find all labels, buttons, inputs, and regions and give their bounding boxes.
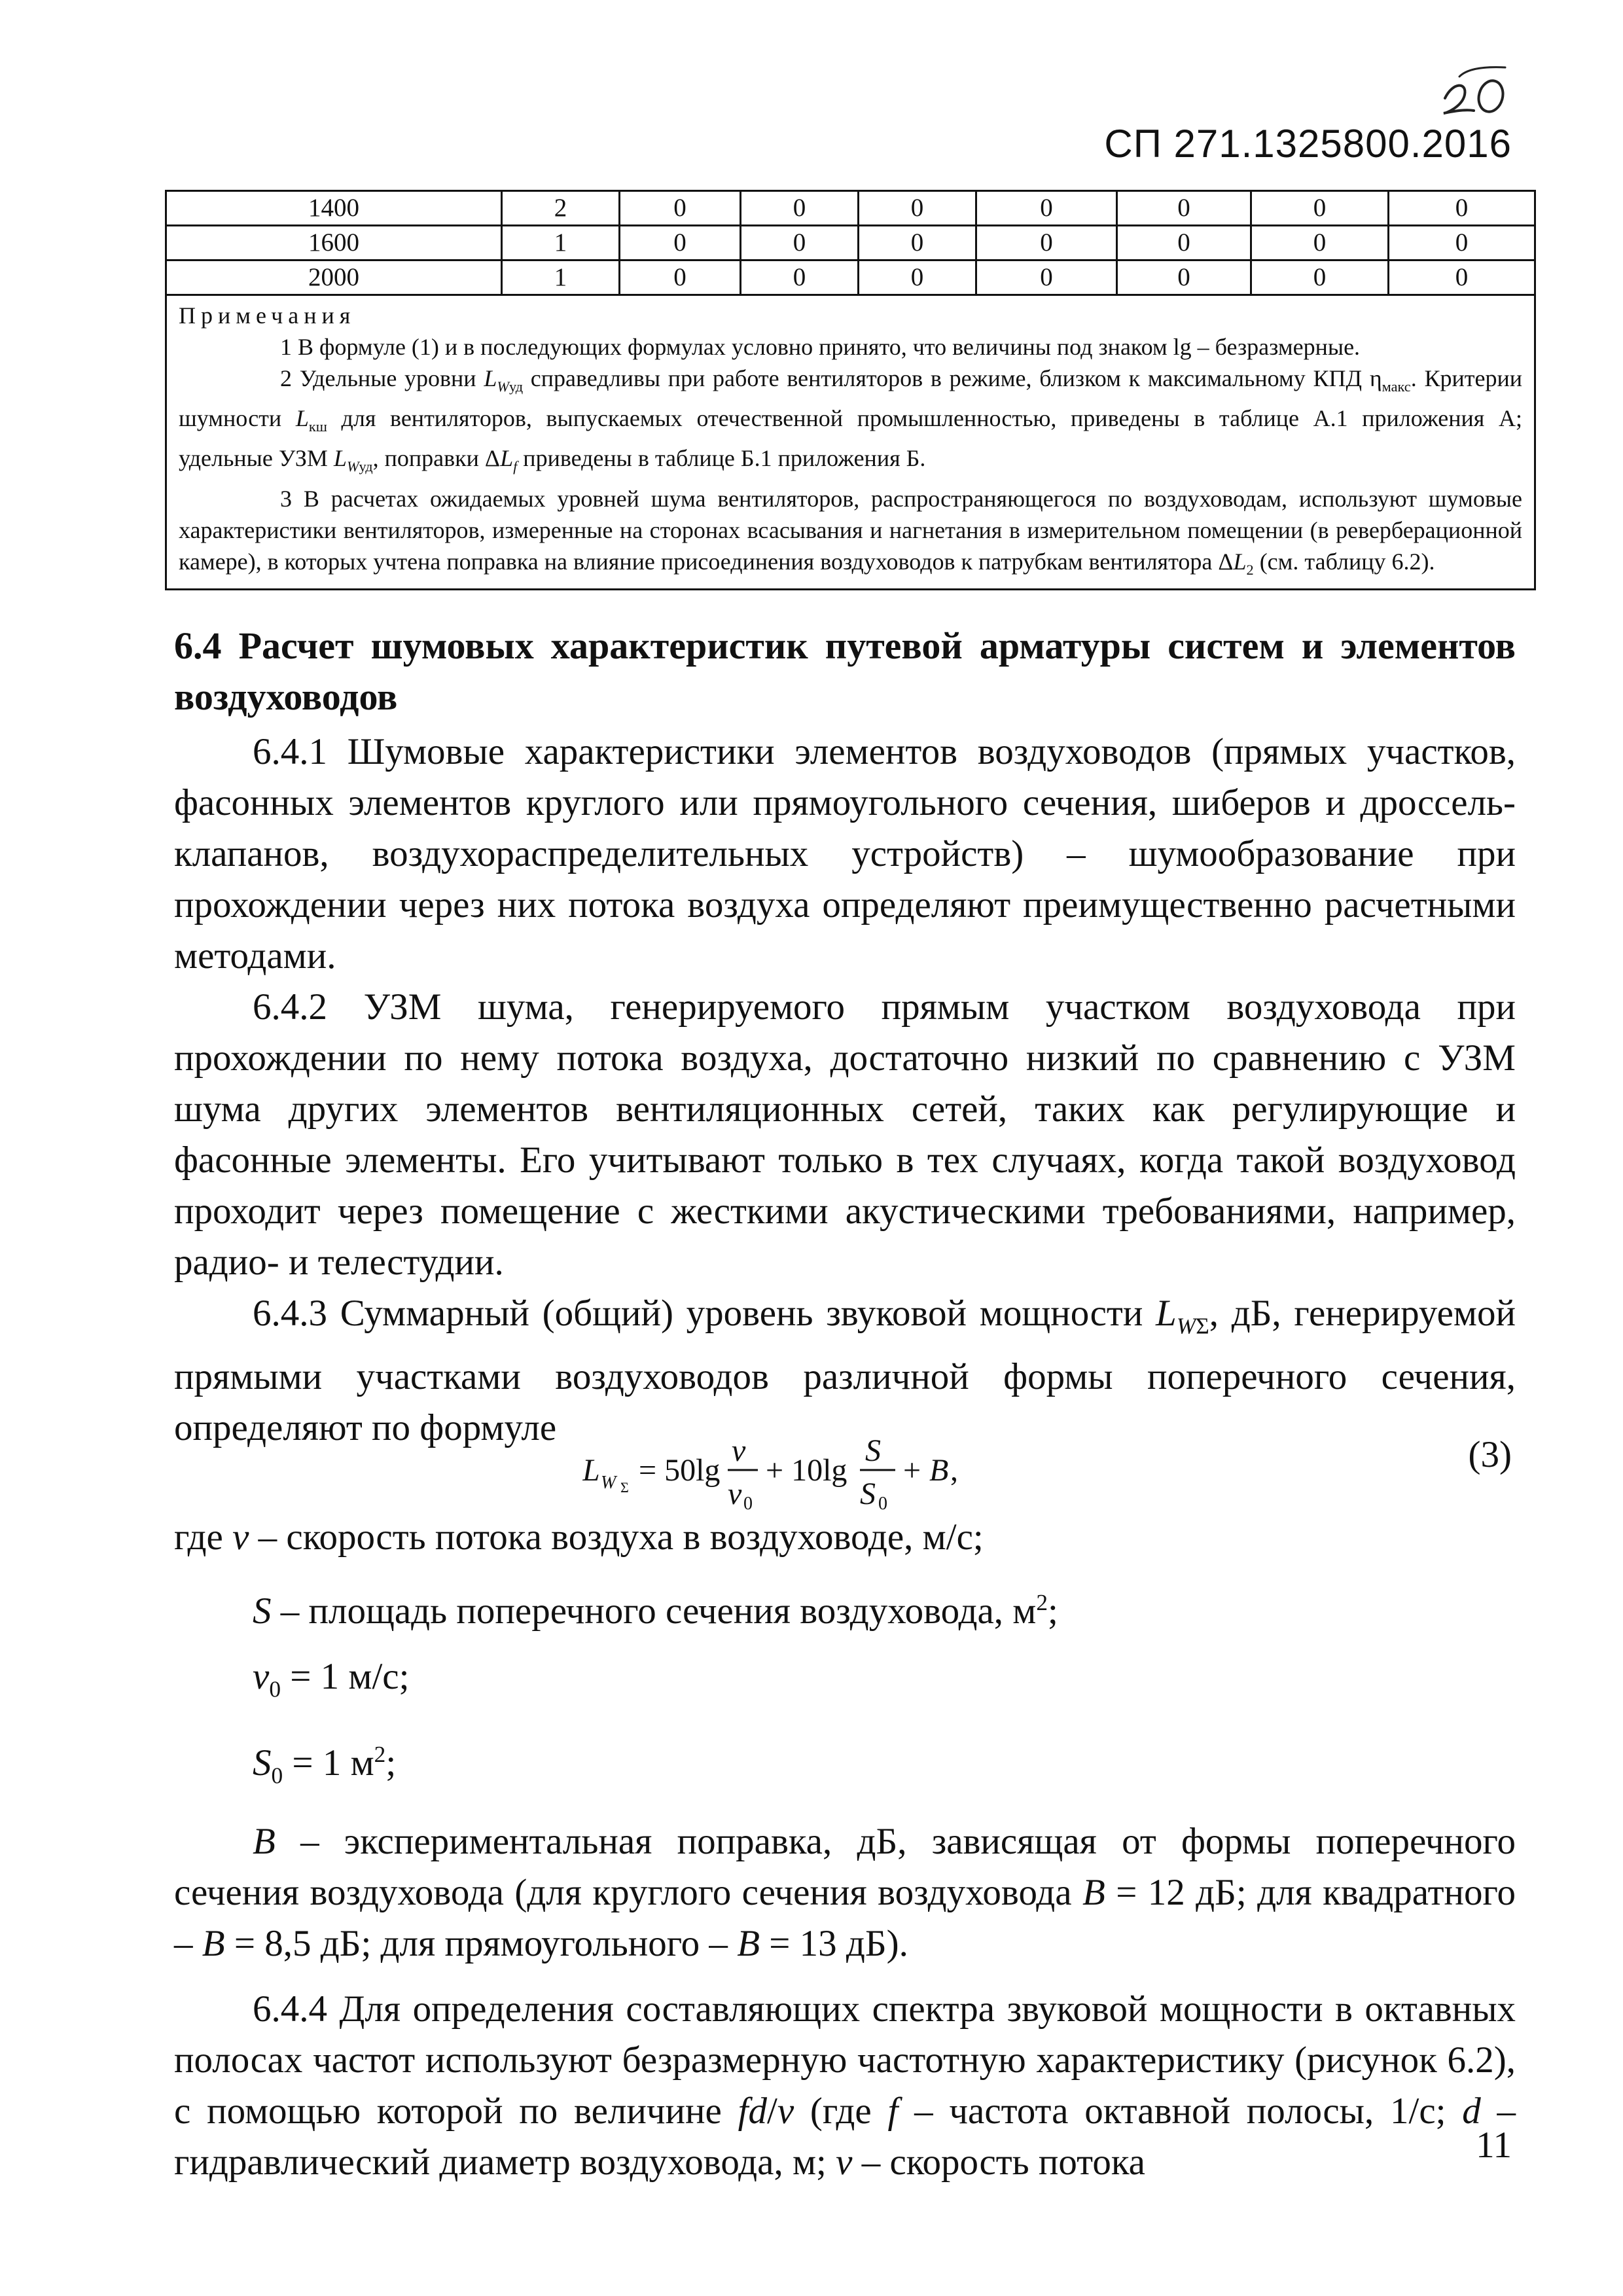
document-code: СП 271.1325800.2016	[1104, 122, 1512, 166]
value-cell: 0	[976, 260, 1117, 295]
paragraph-6-4-1: 6.4.1 Шумовые характеристики элементов воздуховодов (прямых участков, фасонных элементов круглого или прямоугольного сечения, шиберов и дроссель-клапанов, воздухораспределительных устройств) – шумообразование при прохождении через них потока воздуха определяют преимущественно расчетными методами.	[174, 731, 1516, 977]
paragraph-6-4-2: 6.4.2 УЗМ шума, генерируемого прямым участком воздуховода при прохождении по нему потока воздуха, достаточно низкий по сравнению с УЗМ шума других элементов вентиляционных сетей, таких как регулирующие и фасонные элементы. Его учитывают только в тех случаях, когда такой воздуховод проходит через помещение с жесткими акустическими требованиями, например, радио- и телестудии.	[174, 986, 1516, 1283]
svg-text:v: v	[728, 1477, 742, 1511]
note-1: 1 В формуле (1) и в последующих формулах условно принято, что величины под знаком lg – безразмерные.	[280, 334, 1361, 360]
svg-text:+: +	[903, 1453, 921, 1488]
value-cell: 1	[502, 226, 620, 260]
paragraph-6-4-4: 6.4.4 Для определения составляющих спектра звуковой мощности в октавных полосах частот используют безразмерную частотную характеристику (рисунок 6.2), с помощью которой по величине fd/v (где f – частота октавной полосы, 1/с; d – гидравлический диаметр воздуховода, м; v – скорость потока	[174, 1988, 1516, 2183]
note-3: 3 В расчетах ожидаемых уровней шума вентиляторов, распространяющегося по воздуховодам, используют шумовые характеристики вентиляторов, измеренные на сторонах всасывания и нагнетания в измерительном помещении (в реверберационной камере), в которых учтена поправка на влияние присоединения воздуховодов к патрубкам вентилятора $\Delta L_2$ (см. таблицу 6.2).	[179, 485, 1522, 578]
value-cell: 0	[1117, 191, 1251, 226]
table-notes	[166, 295, 1535, 590]
value-cell: 0	[976, 191, 1117, 226]
equation-number: (3)	[1468, 1434, 1512, 1475]
svg-text:W: W	[601, 1473, 616, 1493]
section-body	[174, 726, 1516, 1454]
definition-v0: $v_0 = 1$ м/с;	[253, 1656, 410, 1702]
svg-text:0: 0	[743, 1494, 753, 1514]
value-cell: 0	[620, 191, 741, 226]
definition-S0: $S_0 = 1$ $м^2$;	[253, 1742, 397, 1789]
frequency-cell: 1600	[166, 226, 502, 260]
section-heading: 6.4 Расчет шумовых характеристик путевой арматуры систем и элементов воздуховодов	[174, 624, 1516, 718]
svg-text:v: v	[732, 1433, 746, 1468]
value-cell: 1	[502, 260, 620, 295]
svg-text:+ 10lg: + 10lg	[766, 1453, 847, 1488]
value-cell: 0	[741, 260, 859, 295]
value-cell: 0	[976, 226, 1117, 260]
table-row	[166, 260, 1535, 295]
value-cell: 0	[859, 226, 976, 260]
svg-text:B: B	[929, 1453, 949, 1488]
value-cell: 0	[620, 260, 741, 295]
value-cell: 0	[1251, 260, 1389, 295]
value-cell: 0	[741, 191, 859, 226]
value-cell: 0	[1389, 260, 1535, 295]
variable-definitions	[174, 1512, 1516, 2188]
value-cell: 0	[1389, 226, 1535, 260]
value-cell: 0	[1251, 191, 1389, 226]
handwritten-page-number	[1440, 62, 1512, 121]
value-cell: 0	[1117, 226, 1251, 260]
table-row	[166, 226, 1535, 260]
frequency-table	[165, 190, 1536, 590]
definition-B: B – экспериментальная поправка, дБ, зависящая от формы поперечного сечения воздуховода (для круглого сечения воздуховода B = 12 дБ; для квадратного – B = 8,5 дБ; для прямоугольного – B = 13 дБ).	[174, 1820, 1516, 1964]
value-cell: 0	[859, 191, 976, 226]
paragraph-6-4-3: 6.4.3 Суммарный (общий) уровень звуковой мощности $L_{W\Sigma}$, дБ, генерируемой прямыми участками воздуховодов различной формы поперечного сечения, определяют по формуле	[174, 1293, 1516, 1449]
definition-S: S – площадь поперечного сечения воздуховода, $м^2$;	[253, 1590, 1058, 1632]
value-cell: 0	[1389, 191, 1535, 226]
value-cell: 2	[502, 191, 620, 226]
frequency-cell: 2000	[166, 260, 502, 295]
svg-text:0: 0	[878, 1494, 887, 1514]
note-2: 2 Удельные уровни $L_{Wуд}$ справедливы при работе вентиляторов в режиме, близком к максимальному КПД $\eta_{макс}$. Критерии шумности $L_{кш}$ для вентиляторов, выпускаемых отечественной промышленностью, приведены в таблице А.1 приложения А; удельные УЗМ $L_{Wуд}$, поправки $\Delta L_f$ приведены в таблице Б.1 приложения Б.	[179, 365, 1522, 475]
value-cell: 0	[620, 226, 741, 260]
value-cell: 0	[741, 226, 859, 260]
svg-text:,: ,	[950, 1453, 958, 1488]
svg-text:L: L	[582, 1453, 600, 1488]
value-cell: 0	[1251, 226, 1389, 260]
svg-text:S: S	[865, 1433, 881, 1468]
frequency-cell: 1400	[166, 191, 502, 226]
page-number: 11	[1476, 2125, 1512, 2166]
svg-text:Σ: Σ	[620, 1479, 629, 1496]
definition-v: где v – скорость потока воздуха в воздуховоде, м/с;	[174, 1516, 984, 1558]
value-cell: 0	[859, 260, 976, 295]
notes-heading: Примечания	[179, 302, 356, 329]
table-row	[166, 191, 1535, 226]
svg-text:= 50lg: = 50lg	[639, 1453, 721, 1488]
formula-3	[582, 1427, 1041, 1518]
value-cell: 0	[1117, 260, 1251, 295]
svg-text:S: S	[860, 1477, 876, 1511]
